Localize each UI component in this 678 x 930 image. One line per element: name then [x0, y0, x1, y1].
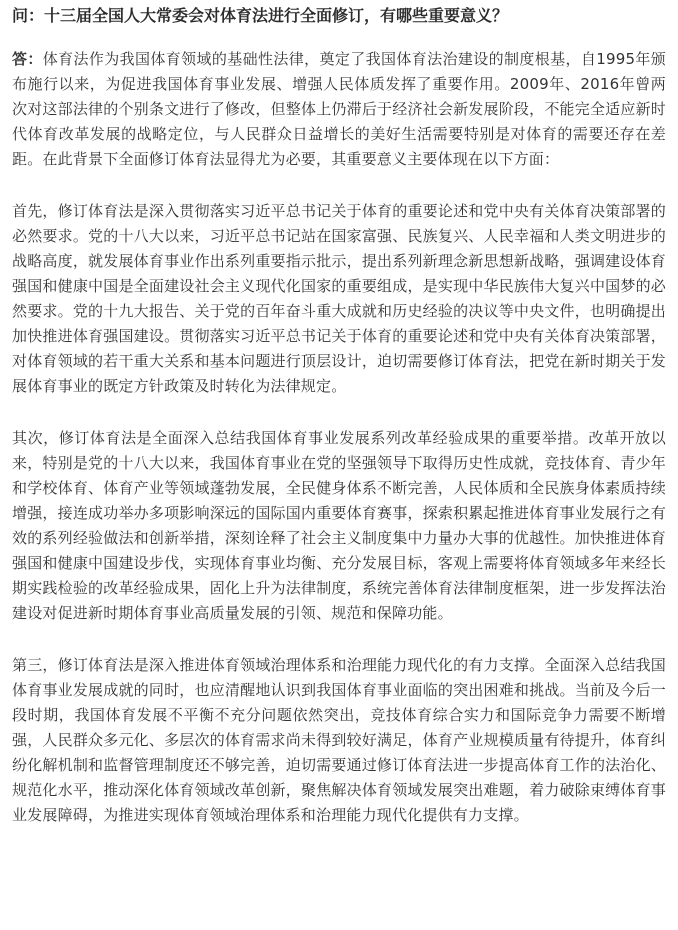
question-heading: 问：十三届全国人大常委会对体育法进行全面修订，有哪些重要意义？ [12, 6, 509, 25]
paragraph-second: 其次，修订体育法是全面深入总结我国体育事业发展系列改革经验成果的重要举措。改革开放以来，特别是党的十八大以来，我国体育事业在党的坚强领导下取得历史性成就，竞技体育、青少年和学校体育、体育产业等领域蓬勃发展，全民健身体系不断完善，人民体质和全民族身体素质持续增强，接连成功举办多项影响深远的国际国内重要体育赛事，探索积累起推进体育事业发展行之有效的系列经验做法和创新举措，深刻诠释了社会主义制度集中力量办大事的优越性。加快推进体育强国和健康中国建设步伐，实现体育事业均衡、充分发展目标，客观上需要将体育领域多年来经长期实践检验的改革经验成果，固化上升为法律制度，系统完善体育法律制度框架，进一步发挥法治建设对促进新时期体育事业高质量发展的引领、规范和保障功能。 [12, 429, 666, 622]
answer-intro [12, 47, 666, 172]
paragraph-third: 第三，修订体育法是深入推进体育领域治理体系和治理能力现代化的有力支撑。全面深入总结我国体育事业发展成就的同时，也应清醒地认识到我国体育事业面临的突出困难和挑战。当前及今后一段时期，我国体育发展不平衡不充分问题依然突出，竞技体育综合实力和国际竞争力需要不断增强，人民群众多元化、多层次的体育需求尚未得到较好满足，体育产业规模质量有待提升，体育纠纷化解机制和监督管理制度还不够完善，迫切需要通过修订体育法进一步提高体育工作的法治化、规范化水平，推动深化体育领域改革创新，聚焦解决体育领域发展突出难题，着力破除束缚体育事业发展障碍，为推进实现体育领域治理体系和治理能力现代化提供有力支撑。 [12, 656, 666, 824]
paragraph-first: 首先，修订体育法是深入贯彻落实习近平总书记关于体育的重要论述和党中央有关体育决策部署的必然要求。党的十八大以来，习近平总书记站在国家富强、民族复兴、人民幸福和人类文明进步的战略高度，就发展体育事业作出系列重要指示批示，提出系列新理念新思想新战略，强调建设体育强国和健康中国是全面建设社会主义现代化国家的重要组成，是实现中华民族伟大复兴中国梦的必然要求。党的十九大报告、关于党的百年奋斗重大成就和历史经验的决议等中央文件，也明确提出加快推进体育强国建设。贯彻落实习近平总书记关于体育的重要论述和党中央有关体育决策部署，对体育领域的若干重大关系和基本问题进行顶层设计，迫切需要修订体育法，把党在新时期关于发展体育事业的既定方针政策及时转化为法律规定。 [12, 202, 666, 395]
answer-label: 答： [12, 50, 43, 68]
answer-intro-text: 体育法作为我国体育领域的基础性法律，奠定了我国体育法治建设的制度根基，自1995年颁布施行以来，为促进我国体育事业发展、增强人民体质发挥了重要作用。2009年、2016年曾两次对这部法律的个别条文进行了修改，但整体上仍滞后于经济社会新发展阶段，不能完全适应新时代体育改革发展的战略定位，与人民群众日益增长的美好生活需要特别是对体育的需要还存在差距。在此背景下全面修订体育法显得尤为必要，其重要意义主要体现在以下方面： [12, 50, 667, 168]
